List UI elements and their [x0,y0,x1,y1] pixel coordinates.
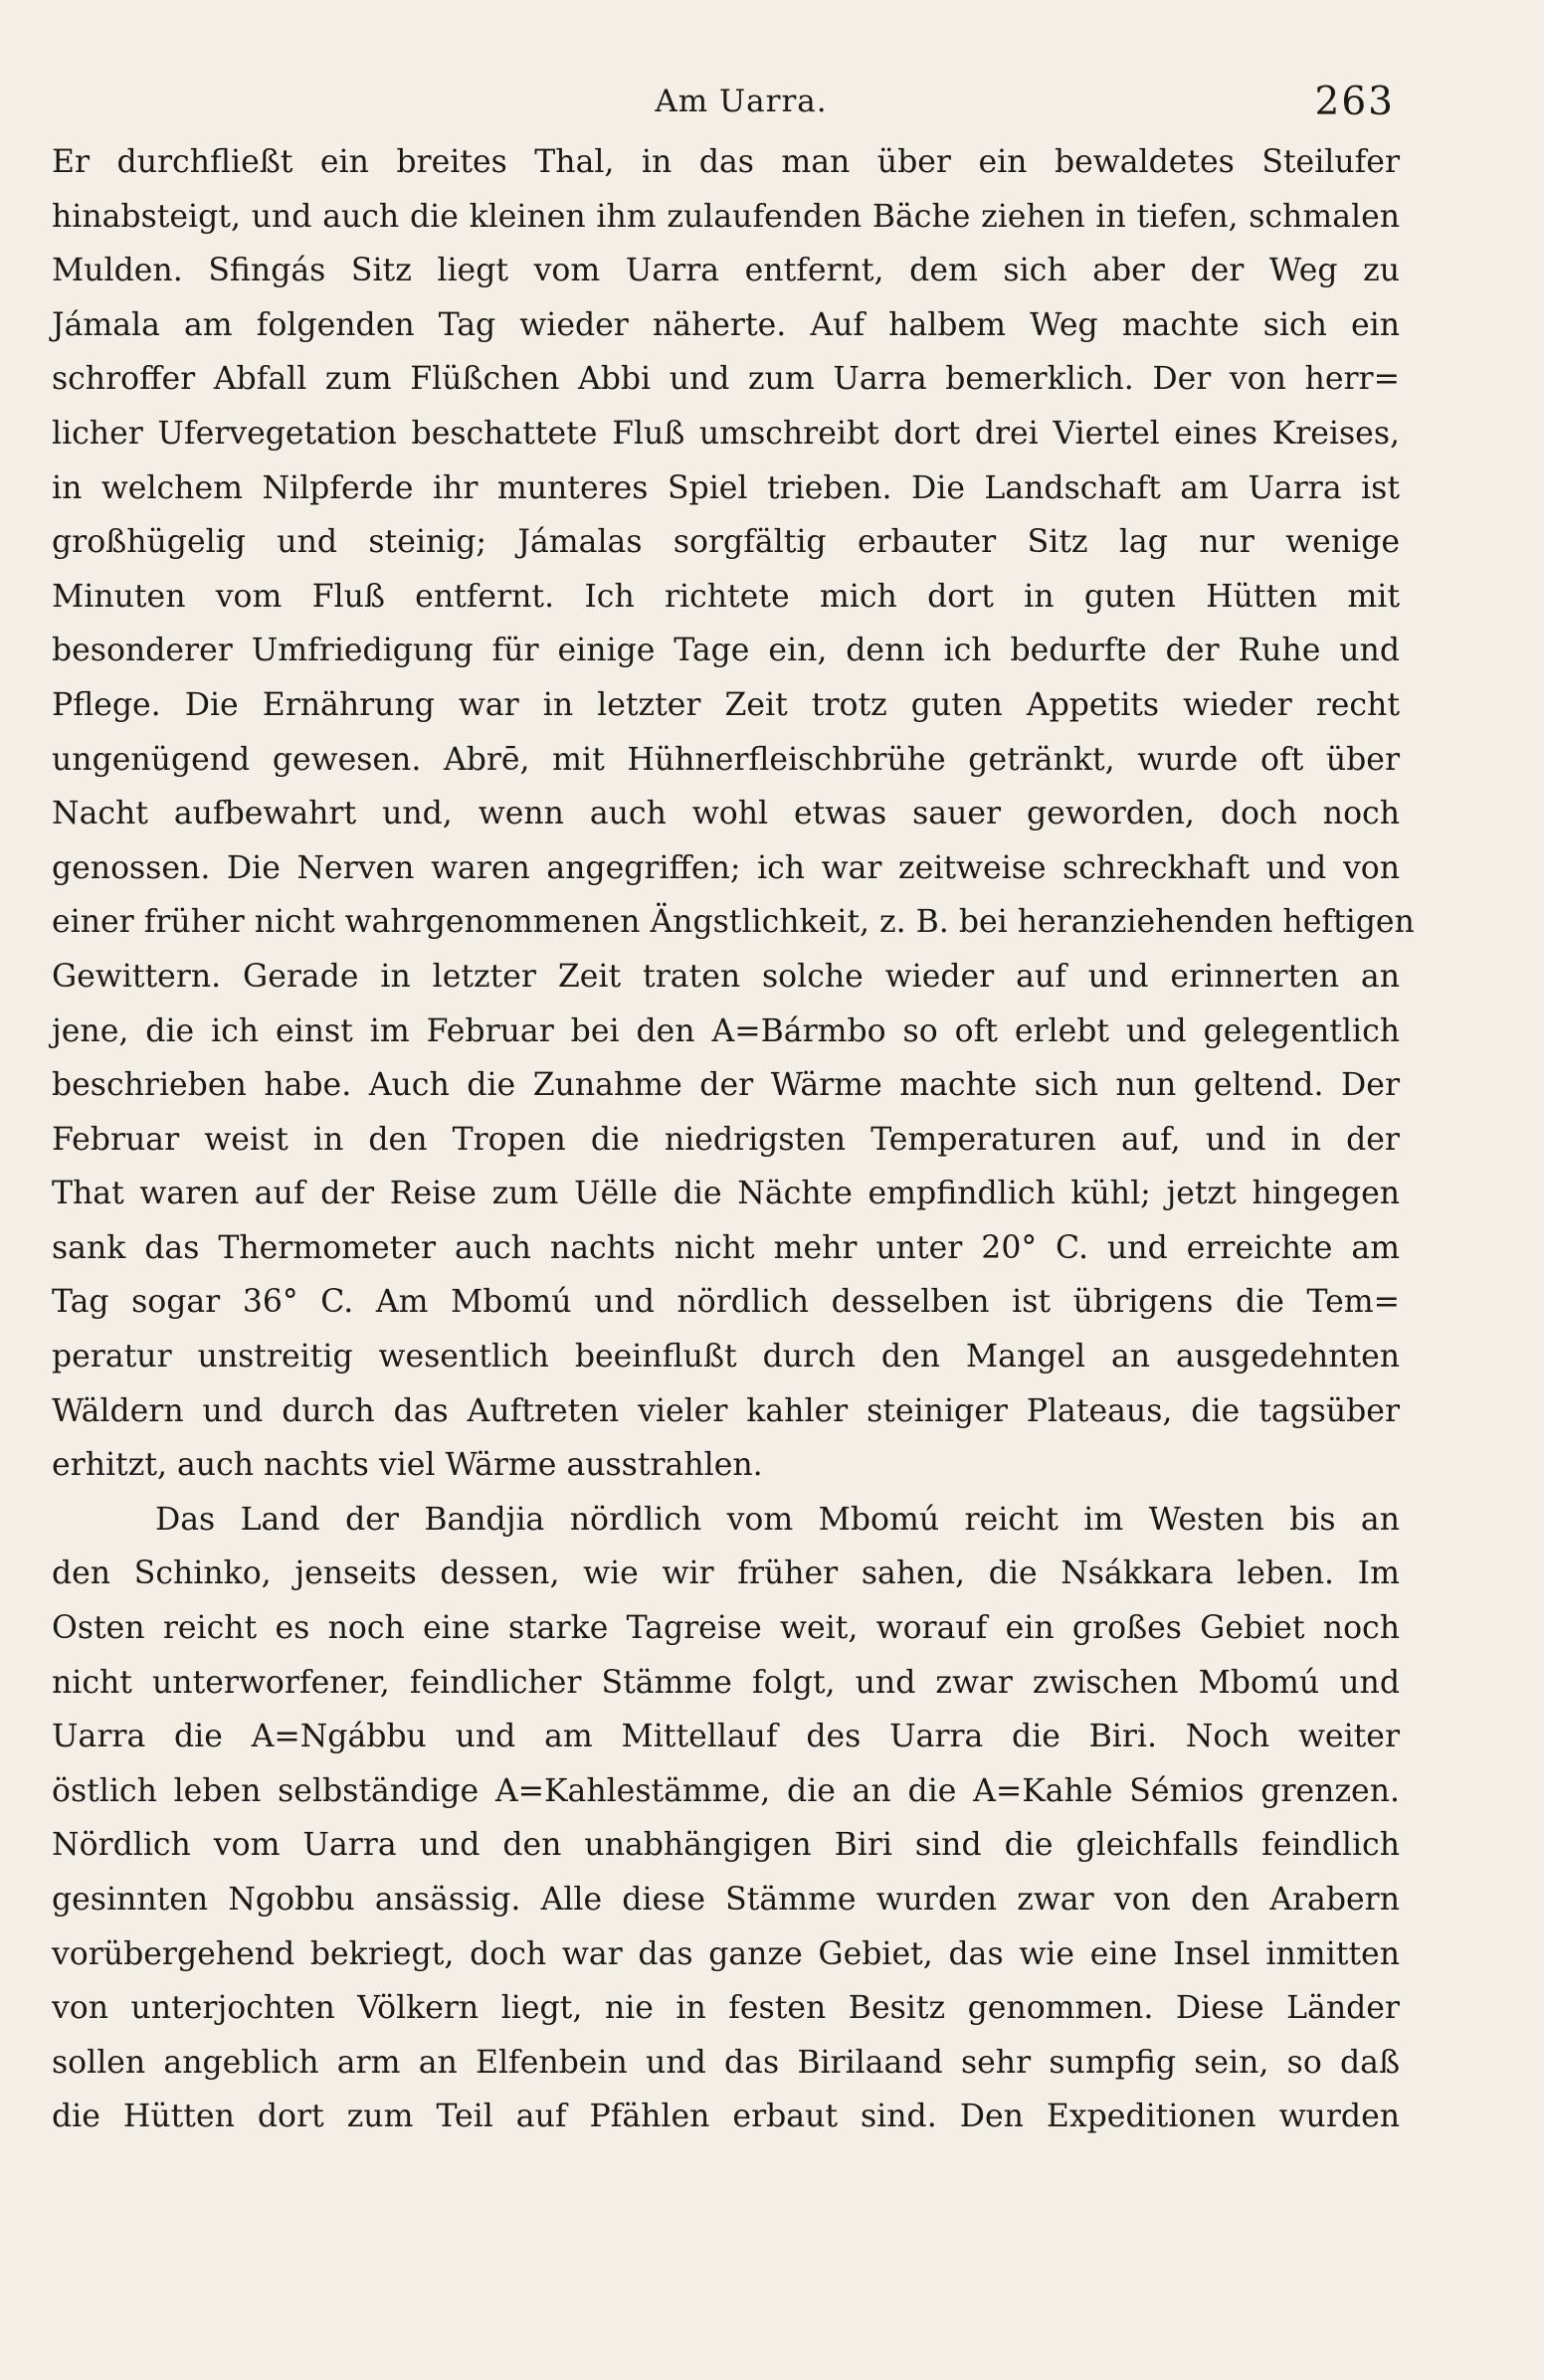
text-line: die Hütten dort zum Teil auf Pfählen erbaut sind. Den Expeditionen wurden [52,2099,1400,2135]
text-line: hinabsteigt, und auch die kleinen ihm zulaufenden Bäche ziehen in tiefen, schmalen [52,198,1400,235]
text-line: nicht unterworfener, feindlicher Stämme folgt, und zwar zwischen Mbomú und [52,1664,1400,1701]
body-text [52,135,1415,2144]
text-line: beschrieben habe. Auch die Zunahme der Wärme machte sich nun geltend. Der [52,1067,1400,1104]
text-line: großhügelig und steinig; Jámalas sorgfältig erbauter Sitz lag nur wenige [52,524,1400,561]
text-line: in welchem Nilpferde ihr munteres Spiel trieben. Die Landschaft am Uarra ist [52,469,1400,506]
text-line: vorübergehend bekriegt, doch war das ganze Gebiet, das wie eine Insel inmitten [52,1935,1400,1972]
text-line: jene, die ich einst im Februar bei den A=Bármbo so oft erlebt und gelegentlich [52,1012,1400,1049]
text-line: That waren auf der Reise zum Uëlle die Nächte empfindlich kühl; jetzt hingegen [52,1176,1400,1212]
paragraph [52,135,1415,1493]
text-line: peratur unstreitig wesentlich beeinflußt durch den Mangel an ausgedehnten [52,1339,1400,1375]
text-line: einer früher nicht wahrgenommenen Ängstlichkeit, z. B. bei heranziehenden heftigen [52,904,1415,941]
text-line: Nacht aufbewahrt und, wenn auch wohl etwas sauer geworden, doch noch [52,796,1400,832]
text-line: licher Ufervegetation beschattete Fluß umschreibt dort drei Viertel eines Kreises, [52,415,1400,452]
page-number: 263 [1314,80,1395,124]
text-line: Wäldern und durch das Auftreten vieler kahler steiniger Plateaus, die tagsüber [52,1392,1400,1429]
text-line: Pflege. Die Ernährung war in letzter Zeit trotz guten Appetits wieder recht [52,686,1400,723]
text-line: genossen. Die Nerven waren angegriffen; ich war zeitweise schreckhaft und von [52,849,1400,886]
text-line: Er durchfließt ein breites Thal, in das man über ein bewaldetes Steilufer [52,144,1400,180]
paragraph [52,1493,1400,2144]
text-line: Das Land der Bandjia nördlich vom Mbomú reicht im Westen bis an [155,1501,1400,1538]
text-line: Osten reicht es noch eine starke Tagreise weit, worauf ein großes Gebiet noch [52,1610,1400,1647]
text-line: Minuten vom Fluß entfernt. Ich richtete mich dort in guten Hütten mit [52,578,1400,615]
text-line: Jámala am folgenden Tag wieder näherte. Auf halbem Weg machte sich ein [52,306,1400,343]
running-header [0,80,1544,133]
text-line: ungenügend gewesen. Abrē, mit Hühnerfleischbrühe getränkt, wurde oft über [52,741,1400,778]
text-line: Tag sogar 36° C. Am Mbomú und nördlich desselben ist übrigens die Tem= [52,1284,1400,1321]
text-line: sank das Thermometer auch nachts nicht mehr unter 20° C. und erreichte am [52,1229,1400,1266]
text-line: sollen angeblich arm an Elfenbein und das Birilaand sehr sumpfig sein, so daß [52,2044,1400,2081]
text-line: Februar weist in den Tropen die niedrigsten Temperaturen auf, und in der [52,1121,1400,1158]
text-line: von unterjochten Völkern liegt, nie in festen Besitz genommen. Diese Länder [52,1990,1400,2027]
text-line: Nördlich vom Uarra und den unabhängigen Biri sind die gleichfalls feindlich [52,1827,1400,1864]
text-line: gesinnten Ngobbu ansässig. Alle diese Stämme wurden zwar von den Arabern [52,1882,1400,1918]
running-title: Am Uarra. [655,84,828,119]
text-line: schroffer Abfall zum Flüßchen Abbi und zum Uarra bemerklich. Der von herr= [52,361,1400,398]
text-line: Mulden. Sfingás Sitz liegt vom Uarra entfernt, dem sich aber der Weg zu [52,253,1400,289]
text-line: östlich leben selbständige A=Kahlestämme, die an die A=Kahle Sémios grenzen. [52,1772,1400,1809]
text-line: Uarra die A=Ngábbu und am Mittellauf des Uarra die Biri. Noch weiter [52,1719,1400,1755]
text-line: den Schinko, jenseits dessen, wie wir früher sahen, die Nsákkara leben. Im [52,1556,1400,1592]
text-line: besonderer Umfriedigung für einige Tage ein, denn ich bedurfte der Ruhe und [52,633,1400,669]
text-line: Gewittern. Gerade in letzter Zeit traten solche wieder auf und erinnerten an [52,958,1400,995]
text-line: erhitzt, auch nachts viel Wärme ausstrahlen. [52,1447,763,1484]
